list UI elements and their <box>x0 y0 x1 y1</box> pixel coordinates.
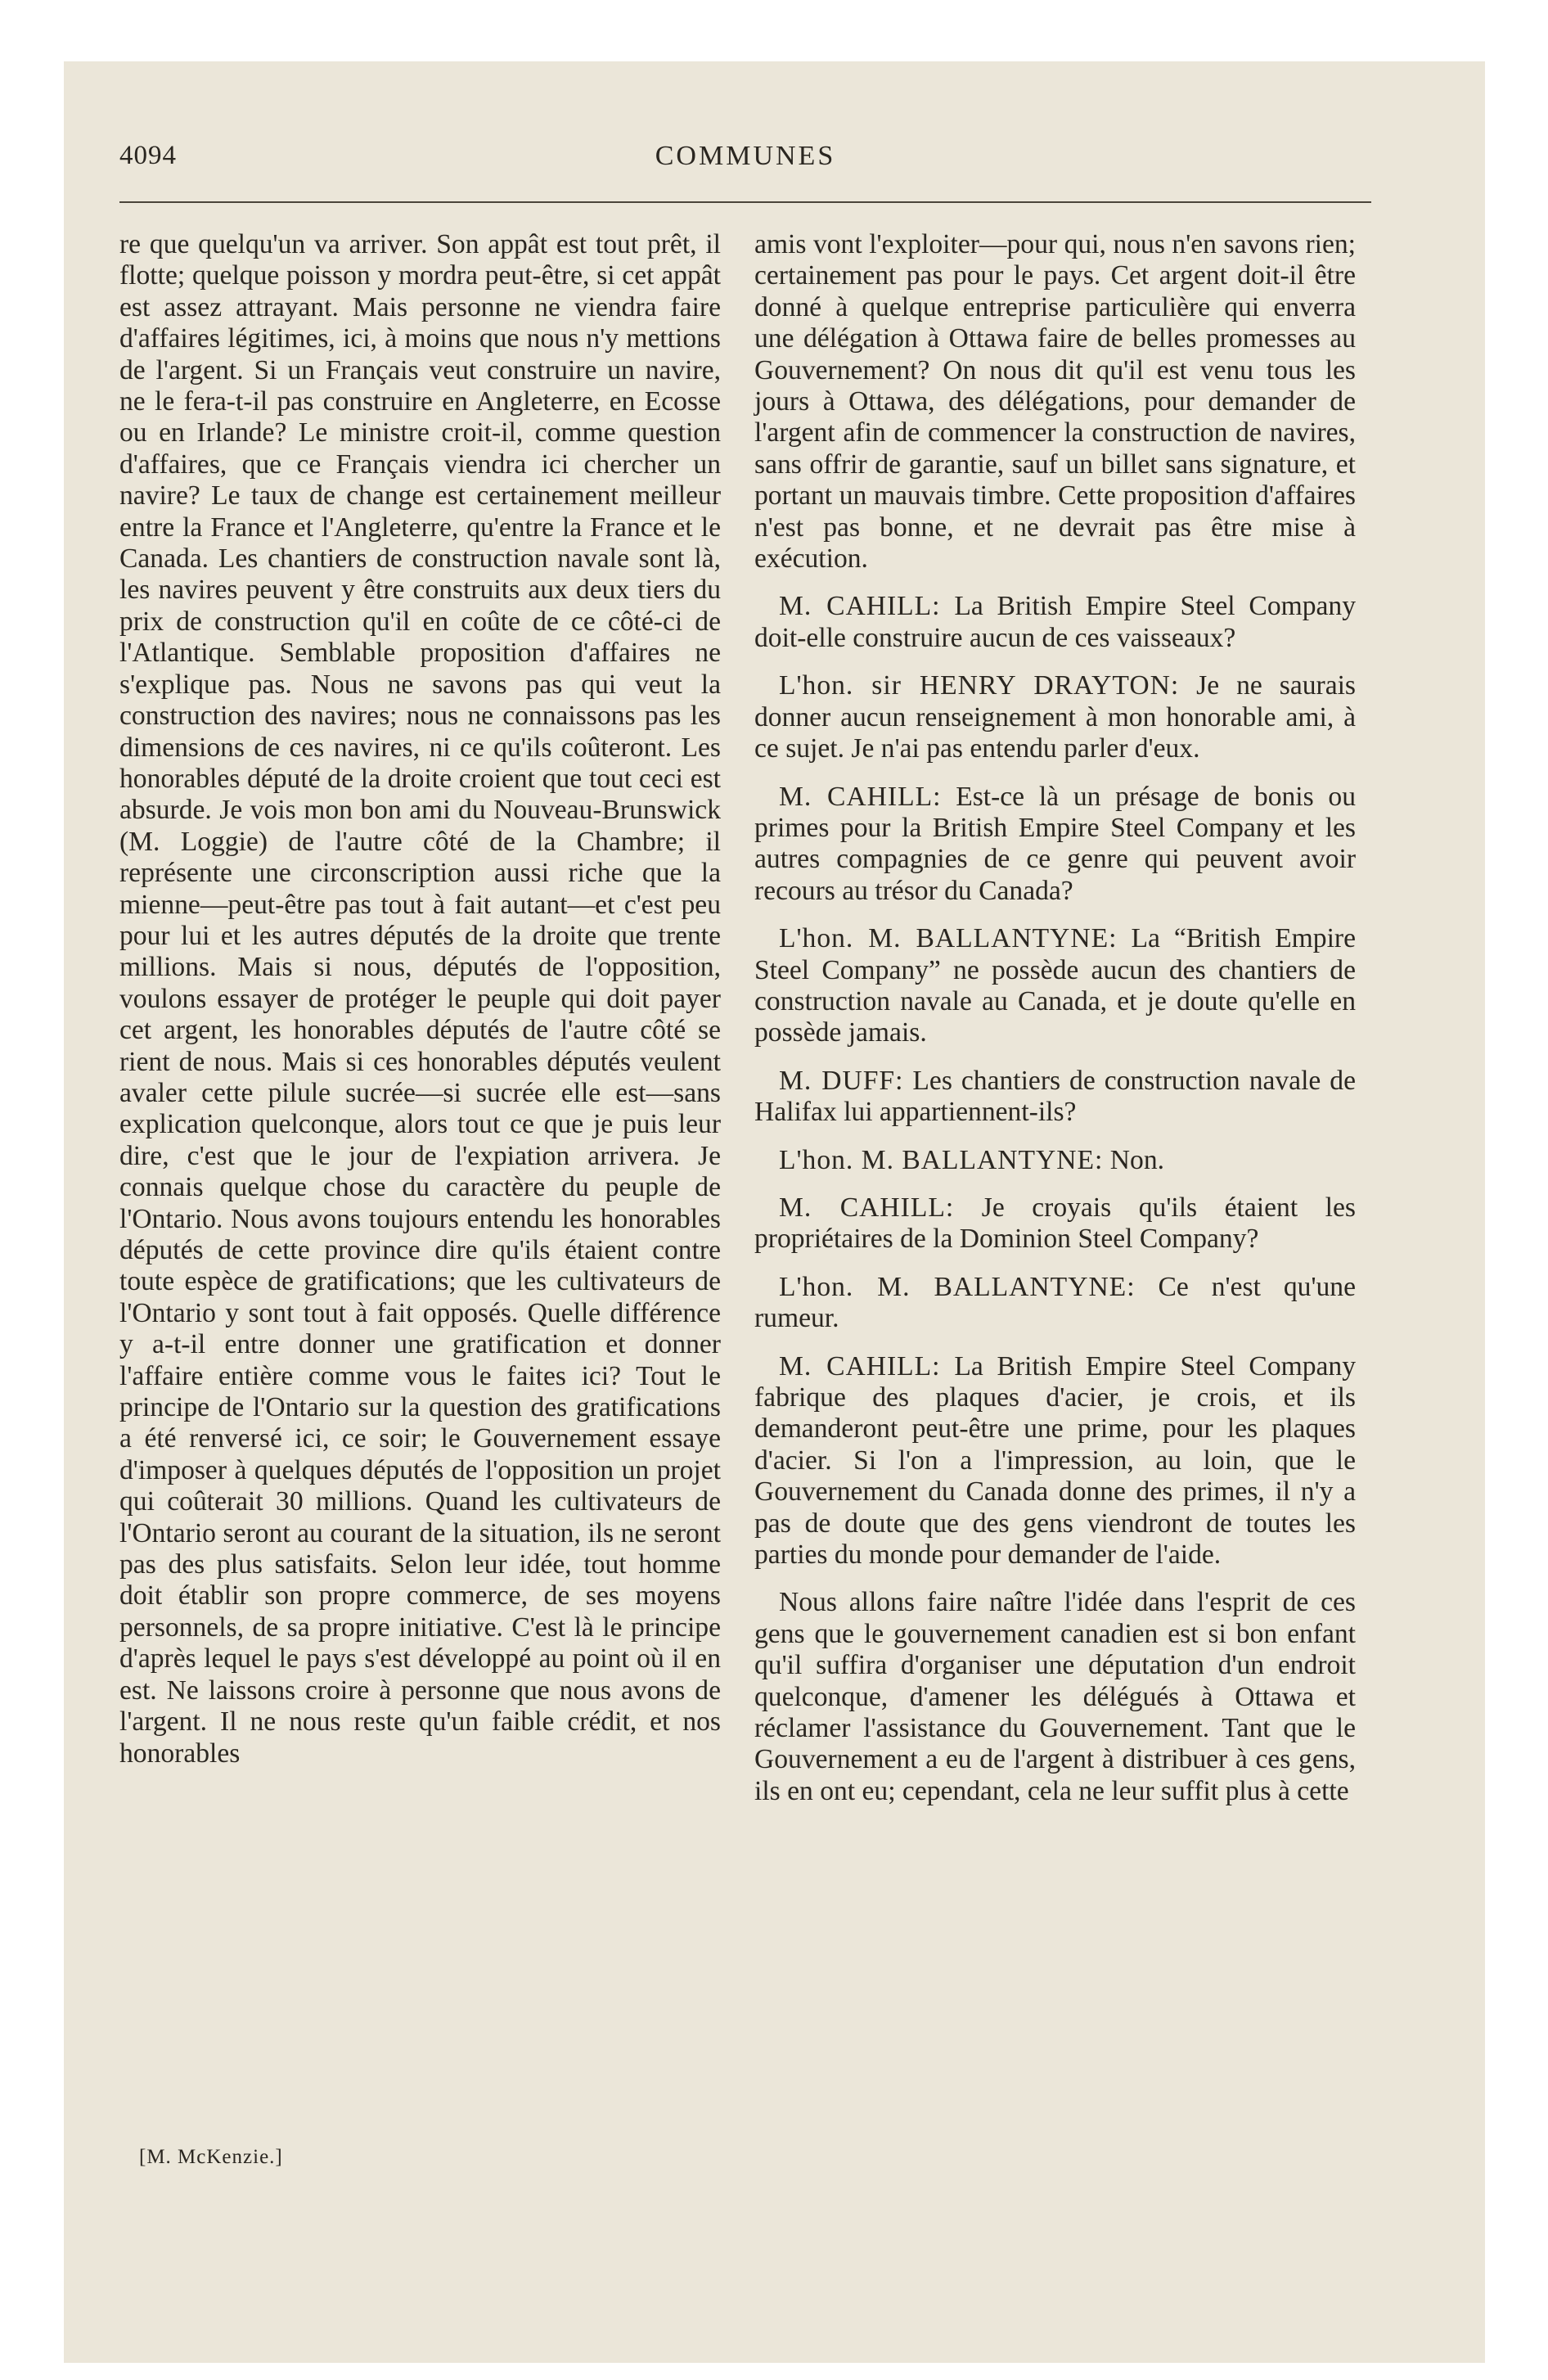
speech-text: La British Empire Steel Company fabrique des plaques d'acier, je crois, et ils demanderont peut-être une prime, pour les plaques d'acier. Si l'on a l'impression, au loin, que le Gouvernement du Canada donne des primes, il n'y a pas de doute que des gens viendront de toutes les parties du monde pour demander de l'aide. <box>754 1350 1356 1571</box>
speech-text: Les chantiers de construction navale de Halifax lui appartiennent-ils? <box>754 1065 1356 1128</box>
page-number: 4094 <box>119 141 177 170</box>
speech-text: La “British Empire Steel Company” ne possède aucun des chantiers de construction navale au Canada, et je doute qu'elle en possède jamais. <box>754 923 1356 1048</box>
speech <box>754 923 1356 1049</box>
speaker-name: M. CAHILL: <box>779 1192 955 1223</box>
speaker-name: L'hon. sir HENRY DRAYTON: <box>779 670 1180 701</box>
speaker-name: M. CAHILL: <box>779 1350 941 1382</box>
speech <box>754 1351 1356 1571</box>
speaker-footnote: [M. McKenzie.] <box>139 2146 283 2168</box>
speech-text: Je ne saurais donner aucun renseignement à mon honorable ami, à ce sujet. Je n'ai pas entendu parler d'eux. <box>754 670 1356 764</box>
speech <box>754 1192 1356 1255</box>
header-rule <box>119 201 1371 203</box>
speaker-name: L'hon. M. BALLANTYNE: <box>779 1144 1104 1175</box>
paragraph: amis vont l'exploiter—pour qui, nous n'en savons rien; certainement pas pour le pays. Cet argent doit-il être donné à quelque entreprise particulière qui enverra une délégation à Ottawa faire de belles promesses au Gouvernement? On nous dit qu'il est venu tous les jours à Ottawa, des délégations, pour demander de l'argent afin de commencer la construction de navires, sans offrir de garantie, sauf un billet sans signature, et portant un mauvais timbre. Cette proposition d'affaires n'est pas bonne, et ne devrait pas être mise à exécution. <box>754 229 1356 575</box>
speech <box>754 1145 1356 1176</box>
speaker-name: L'hon. M. BALLANTYNE: <box>779 1271 1136 1302</box>
speech-text: Est-ce là un présage de bonis ou primes pour la British Empire Steel Company et les autres compagnies de ce genre qui peuvent avoir recours au trésor du Canada? <box>754 781 1356 906</box>
paragraph: re que quelqu'un va arriver. Son appât est tout prêt, il flotte; quelque poisson y mordra peut-être, si cet appât est assez attrayant. Mais personne ne viendra faire d'affaires légitimes, ici, à moins que nous n'y mettions de l'argent. Si un Français veut construire un navire, ne le fera-t-il pas construire en Angleterre, en Ecosse ou en Irlande? Le ministre croit-il, comme question d'affaires, que ce Français viendra ici chercher un navire? Le taux de change est certainement meilleur entre la France et l'Angleterre, qu'entre la France et le Canada. Les chantiers de construction navale sont là, les navires peuvent y être construits aux deux tiers du prix de construction qu'il en coûte de ce côté-ci de l'Atlantique. Semblable proposition d'affaires ne s'explique pas. Nous ne savons pas qui veut la construction des navires; nous ne connaissons pas les dimensions de ces navires, ni ce qu'ils coûteront. Les honorables député de la droite croient que tout ceci est absurde. Je vois mon bon ami du Nouveau-Brunswick (M. Loggie) de l'autre côté de la Chambre; il représente une circonscription aussi riche que la mienne—peut-être pas tout à fait autant—et c'est peu pour lui et les autres députés de la droite que trente millions. Mais si nous, députés de l'opposition, voulons essayer de protéger le peuple qui doit payer cet argent, les honorables députés de l'autre côté se rient de nous. Mais si ces honorables députés veulent avaler cette pilule sucrée—si sucrée elle est—sans explication quelconque, alors tout ce que je puis leur dire, c'est que le jour de l'expiation arrivera. Je connais quelque chose du caractère du peuple de l'Ontario. Nous avons toujours entendu les honorables députés de cette province dire qu'ils étaient contre toute espèce de gratifications; que les cultivateurs de l'Ontario y sont tout à fait opposés. Quelle différence y a-t-il entre donner une gratification et donner l'affaire entière comme vous le faites ici? Tout le principe de l'Ontario sur la question des gratifications a été renversé ici, ce soir; le Gouvernement essaye d'imposer à quelques députés de l'opposition un projet qui coûterait 30 millions. Quand les cultivateurs de l'Ontario seront au courant de la situation, ils ne seront pas des plus satisfaits. Selon leur idée, tout homme doit établir son propre commerce, de ses moyens personnels, de sa propre initiative. C'est là le principe d'après lequel le pays s'est développé au point où il en est. Ne laissons croire à personne que nous avons de l'argent. Il ne nous reste qu'un faible crédit, et nos honorables <box>119 229 721 1769</box>
speaker-name: M. DUFF: <box>779 1065 904 1096</box>
speaker-name: M. CAHILL: <box>779 591 941 622</box>
speech <box>754 782 1356 908</box>
speaker-name: L'hon. M. BALLANTYNE: <box>779 923 1118 954</box>
speech-text: Ce n'est qu'une rumeur. <box>754 1271 1356 1334</box>
page-header <box>119 141 1371 182</box>
speech <box>754 591 1356 654</box>
speech <box>754 1272 1356 1335</box>
speech-text: Je croyais qu'ils étaient les propriétaires de la Dominion Steel Company? <box>754 1192 1356 1255</box>
paragraph: Nous allons faire naître l'idée dans l'esprit de ces gens que le gouvernement canadien est si bon enfant qu'il suffira d'organiser une députation d'un endroit quelconque, d'amener les délégués à Ottawa et réclamer l'assistance du Gouvernement. Tant que le Gouvernement a eu de l'argent à distribuer à ces gens, ils en ont eu; cependant, cela ne leur suffit plus à cette <box>754 1587 1356 1806</box>
speaker-name: M. CAHILL: <box>779 781 942 812</box>
left-column <box>119 229 721 1786</box>
speech-text: Non. <box>1103 1144 1165 1175</box>
speech <box>754 1066 1356 1129</box>
running-head: COMMUNES <box>655 141 836 171</box>
speech-text: La British Empire Steel Company doit-elle construire aucun de ces vaisseaux? <box>754 591 1356 653</box>
right-column <box>754 229 1356 1823</box>
speech <box>754 670 1356 764</box>
